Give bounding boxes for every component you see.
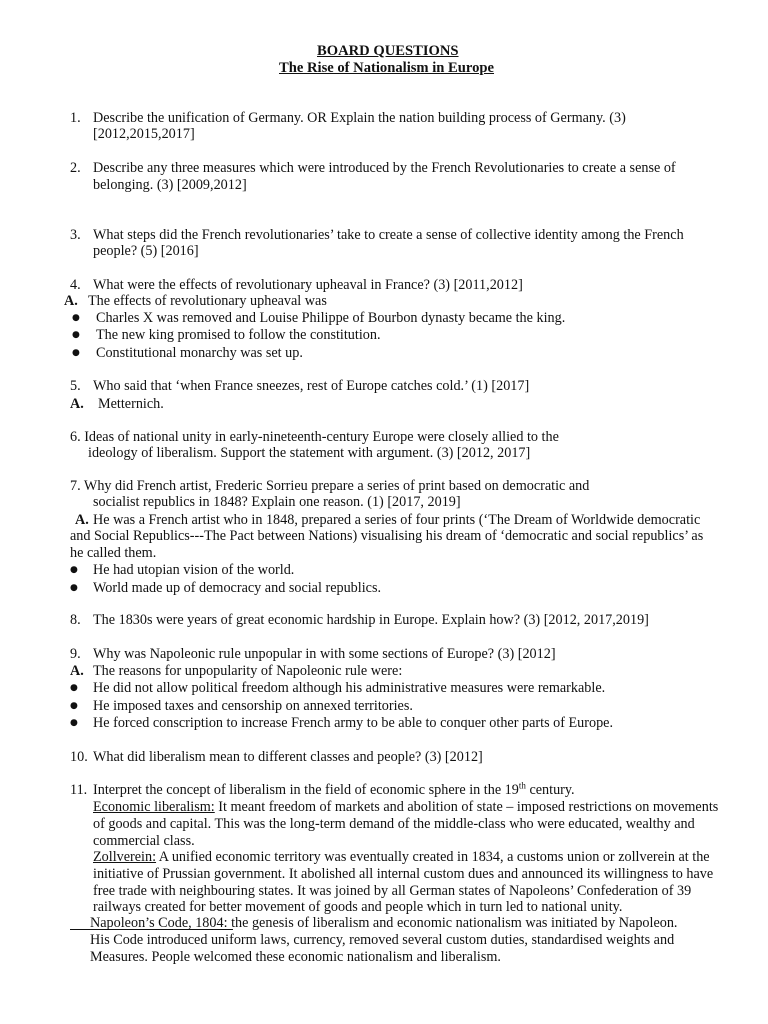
zollverein-line-1: [93, 849, 710, 866]
question-8-text: The 1830s were years of great economic hardship in Europe. Explain how? (3) [2012, 2017,2019]: [93, 612, 649, 628]
answer-9-bullet-3: He forced conscription to increase French army to be able to conquer other parts of Europe.: [93, 715, 614, 731]
answer-5-text: Metternich.: [98, 396, 164, 412]
answer-4-bullet-1: Charles X was removed and Louise Philippe of Bourbon dynasty became the king.: [96, 310, 566, 326]
economic-liberalism-term: Economic liberalism:: [93, 799, 215, 815]
question-11-text-end: century.: [525, 782, 575, 798]
question-8-number: 8.: [70, 612, 81, 628]
question-6-line-1: 6. Ideas of national unity in early-nineteenth-century Europe were closely allied to the: [70, 429, 559, 445]
bullet-icon: ●: [72, 348, 80, 358]
napoleon-code-line-3: Measures. People welcomed these economic nationalism and liberalism.: [90, 949, 501, 965]
answer-9-bullet-2: He imposed taxes and censorship on annexed territories.: [93, 698, 413, 714]
zollverein-line-2: initiative of Prussian government. It abolished all internal custom dues and announced its willingness to have: [93, 866, 714, 882]
bullet-icon: ●: [72, 313, 80, 323]
answer-9-bullet-1: He did not allow political freedom although his administrative measures were remarkable.: [93, 680, 606, 696]
question-9-text: Why was Napoleonic rule unpopular in with some sections of Europe? (3) [2012]: [93, 646, 556, 662]
question-10-text: What did liberalism mean to different classes and people? (3) [2012]: [93, 749, 483, 765]
question-3-number: 3.: [70, 227, 81, 243]
bullet-icon: ●: [70, 701, 78, 711]
economic-liberalism-text-1: It meant freedom of markets and abolition of state – imposed restrictions on movements: [214, 799, 719, 815]
question-6-line-2: ideology of liberalism. Support the statement with argument. (3) [2012, 2017]: [88, 445, 531, 461]
answer-4-intro: The effects of revolutionary upheaval was: [88, 293, 327, 309]
question-5-number: 5.: [70, 378, 81, 394]
question-2-number: 2.: [70, 160, 81, 176]
question-11-number: 11.: [70, 782, 88, 798]
question-3-line-1: What steps did the French revolutionaries’ take to create a sense of collective identity among the French: [93, 227, 684, 243]
question-11-text: [93, 782, 575, 799]
question-11-superscript: th: [518, 780, 526, 791]
economic-liberalism-line-1: [93, 799, 718, 816]
question-9-number: 9.: [70, 646, 81, 662]
question-3-line-2: people? (5) [2016]: [93, 243, 199, 259]
zollverein-term: Zollverein:: [93, 849, 157, 865]
question-11-text-main: Interpret the concept of liberalism in the field of economic sphere in the 19: [93, 782, 519, 798]
question-4-number: 4.: [70, 277, 81, 293]
economic-liberalism-line-3: commercial class.: [93, 833, 195, 849]
question-1-number: 1.: [70, 110, 81, 126]
question-7-line-1: 7. Why did French artist, Frederic Sorrieu prepare a series of print based on democratic and: [70, 478, 590, 494]
question-1-line-2: [2012,2015,2017]: [93, 126, 195, 142]
answer-4-bullet-2: The new king promised to follow the constitution.: [96, 327, 381, 343]
answer-4-bullet-3: Constitutional monarchy was set up.: [96, 345, 303, 361]
napoleon-code-text-1: the genesis of liberalism and economic nationalism was initiated by Napoleon.: [227, 915, 678, 931]
document-subtitle: The Rise of Nationalism in Europe: [279, 60, 495, 76]
question-7-line-2: socialist republics in 1848? Explain one reason. (1) [2017, 2019]: [93, 494, 461, 510]
zollverein-line-4: railways created for better movement of goods and people which in turn led to national unity.: [93, 899, 623, 915]
zollverein-line-3: free trade with neighbouring states. It was joined by all German states of Napoleons’ Confederation of 39: [93, 883, 692, 899]
napoleon-code-term: Napoleon’s Code, 1804:: [90, 915, 228, 931]
bullet-icon: ●: [70, 565, 78, 575]
answer-4-label: A.: [64, 293, 78, 309]
napoleon-code-line-1: [90, 915, 677, 932]
document-title: BOARD QUESTIONS: [317, 43, 459, 59]
question-10-number: 10.: [70, 749, 88, 765]
answer-7-label: A.: [75, 512, 89, 528]
answer-9-intro: The reasons for unpopularity of Napoleonic rule were:: [93, 663, 403, 679]
bullet-icon: ●: [70, 683, 78, 693]
question-2-line-2: belonging. (3) [2009,2012]: [93, 177, 247, 193]
answer-9-label: A.: [70, 663, 84, 679]
answer-7-bullet-1: He had utopian vision of the world.: [93, 562, 295, 578]
question-1-line-1: Describe the unification of Germany. OR Explain the nation building process of Germany. (3): [93, 110, 626, 126]
bullet-icon: ●: [70, 583, 78, 593]
economic-liberalism-line-2: of goods and capital. This was the long-term demand of the middle-class who were educated, wealthy and: [93, 816, 695, 832]
question-5-text: Who said that ‘when France sneezes, rest of Europe catches cold.’ (1) [2017]: [93, 378, 530, 394]
answer-7-bullet-2: World made up of democracy and social republics.: [93, 580, 382, 596]
zollverein-text-1: A unified economic territory was eventually created in 1834, a customs union or zollverein at the: [156, 849, 710, 865]
answer-7-line-1: He was a French artist who in 1848, prepared a series of four prints (‘The Dream of Worldwide democratic: [93, 512, 701, 528]
question-2-line-1: Describe any three measures which were introduced by the French Revolutionaries to create a sense of: [93, 160, 676, 176]
answer-5-label: A.: [70, 396, 84, 412]
napoleon-code-line-2: His Code introduced uniform laws, currency, removed several custom duties, standardised weights and: [90, 932, 675, 948]
answer-7-line-3: he called them.: [70, 545, 157, 561]
question-4-text: What were the effects of revolutionary upheaval in France? (3) [2011,2012]: [93, 277, 523, 293]
bullet-icon: ●: [72, 330, 80, 340]
bullet-icon: ●: [70, 718, 78, 728]
answer-7-line-2: and Social Republics---The Pact between Nations) visualising his dream of ‘democratic and social republics’ as: [70, 528, 704, 544]
